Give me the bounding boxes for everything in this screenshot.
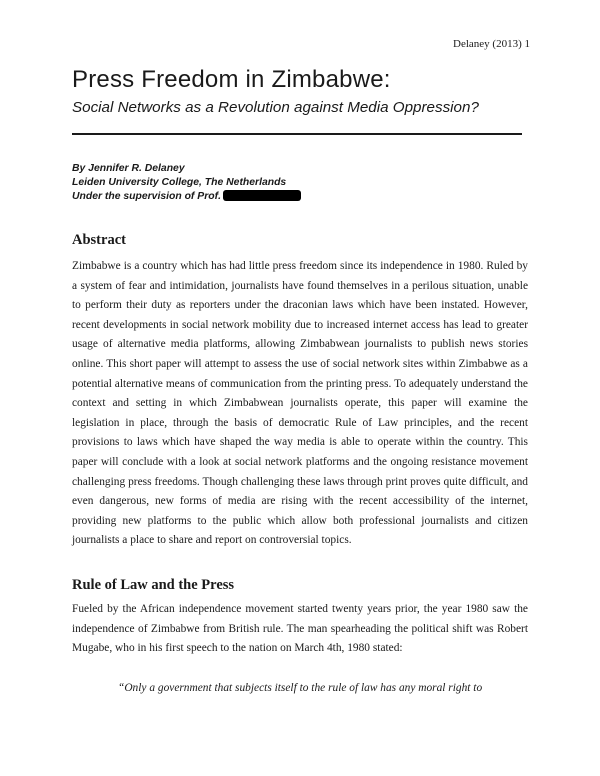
author-line: By Jennifer R. Delaney xyxy=(72,163,185,174)
supervision-text: Under the supervision of Prof. xyxy=(72,191,221,202)
title-divider xyxy=(72,133,522,135)
running-head: Delaney (2013) 1 xyxy=(453,38,530,50)
byline xyxy=(72,162,301,204)
rule-of-law-paragraph: Fueled by the African independence movement started twenty years prior, the year 1980 saw the independence of Zimbabwe from British rule. The man spearheading the political shift was Robert Mugabe, who in his first speech to the nation on March 4th, 1980 stated: xyxy=(72,603,528,655)
mugabe-quote: “Only a government that subjects itself to the rule of law has any moral right to xyxy=(118,682,483,694)
redaction-bar xyxy=(223,190,301,201)
paper-subtitle: Social Networks as a Revolution against Media Oppression? xyxy=(72,99,479,116)
abstract-heading: Abstract xyxy=(72,232,126,248)
abstract-paragraph: Zimbabwe is a country which has had little press freedom since its independence in 1980. Ruled by a system of fear and intimidation, journalists have found themselves in a perilous situation, unable to perform their duty as reporters under the draconian laws which have been instated. However, recent developments in social network mobility due to increased internet access has lead to greater usage of alternative media platforms, allowing Zimbabwean journalists to publish news stories online. This short paper will attempt to assess the use of social network sites within Zimbabwe as a potential alternative means of communication from the printing press. To adequately understand the context and setting in which Zimbabwean journalists operate, this paper will examine the legislation in place, through the basis of democratic Rule of Law principles, and the recent provisions to laws which have shaped the way media is able to operate within the country. This paper will conclude with a look at social network platforms and the ongoing resistance movement challenging press freedoms. Though challenging these laws through print proves quite difficult, and even dangerous, new forms of media are rising with the recent accessibility of the internet, providing new platforms to the public which allow both professional journalists and citizen journalists a place to share and report on controversial topics. xyxy=(72,260,528,547)
rule-of-law-heading: Rule of Law and the Press xyxy=(72,577,235,593)
paper-title: Press Freedom in Zimbabwe: xyxy=(72,66,391,93)
affiliation-line: Leiden University College, The Netherlands xyxy=(72,177,287,188)
supervision-line xyxy=(72,190,301,204)
